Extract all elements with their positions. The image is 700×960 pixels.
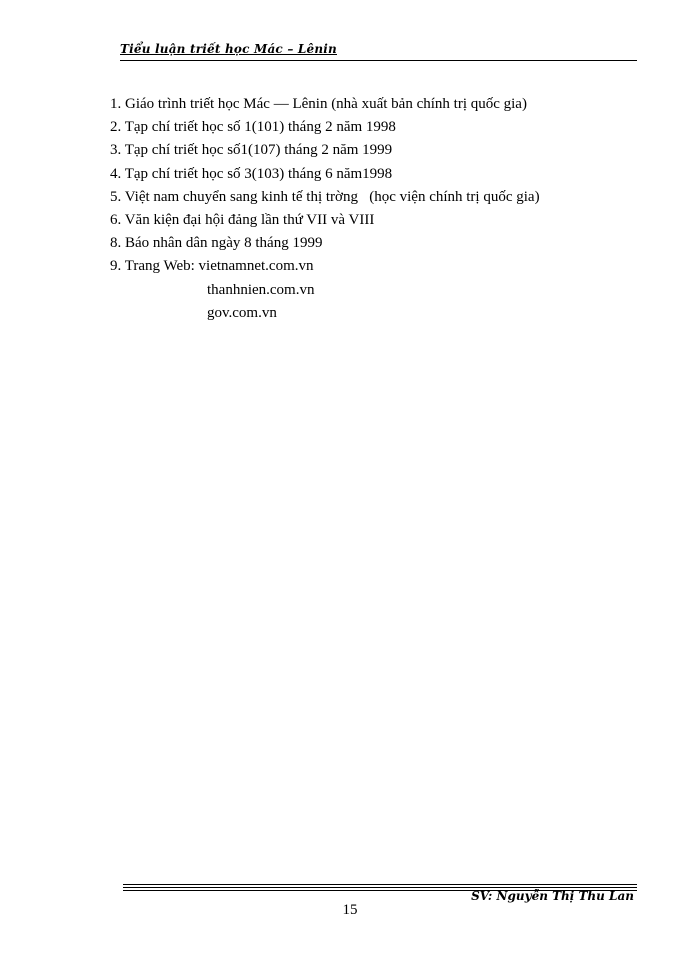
footer-author: SV: Nguyễn Thị Thu Lan xyxy=(471,889,634,903)
footer-rule xyxy=(123,887,637,888)
reference-item: 1. Giáo trình triết học Mác — Lênin (nhà xuất bản chính trị quốc gia) xyxy=(110,96,527,112)
reference-item: 6. Văn kiện đại hội đảng lần thứ VII và VIII xyxy=(110,212,375,229)
reference-list xyxy=(110,93,630,325)
reference-item: 3. Tạp chí triết học số1(107) tháng 2 năm 1999 xyxy=(110,142,393,159)
reference-item: 5. Việt nam chuyển sang kinh tế thị trờng (học viện chính trị quốc gia) xyxy=(110,188,540,205)
reference-website: thanhnien.com.vn xyxy=(207,281,315,298)
reference-item: 4. Tạp chí triết học số 3(103) tháng 6 năm1998 xyxy=(110,165,393,182)
running-header xyxy=(120,42,637,61)
footer-rule xyxy=(123,884,637,885)
reference-item: 8. Báo nhân dân ngày 8 tháng 1999 xyxy=(110,235,323,252)
page-number: 15 xyxy=(342,902,358,918)
header-title: Tiểu luận triết học Mác – Lênin xyxy=(120,42,337,56)
reference-item: 9. Trang Web: vietnamnet.com.vn xyxy=(110,258,314,275)
reference-website: gov.com.vn xyxy=(207,304,277,321)
reference-item: 2. Tạp chí triết học số 1(101) tháng 2 năm 1998 xyxy=(110,119,396,136)
